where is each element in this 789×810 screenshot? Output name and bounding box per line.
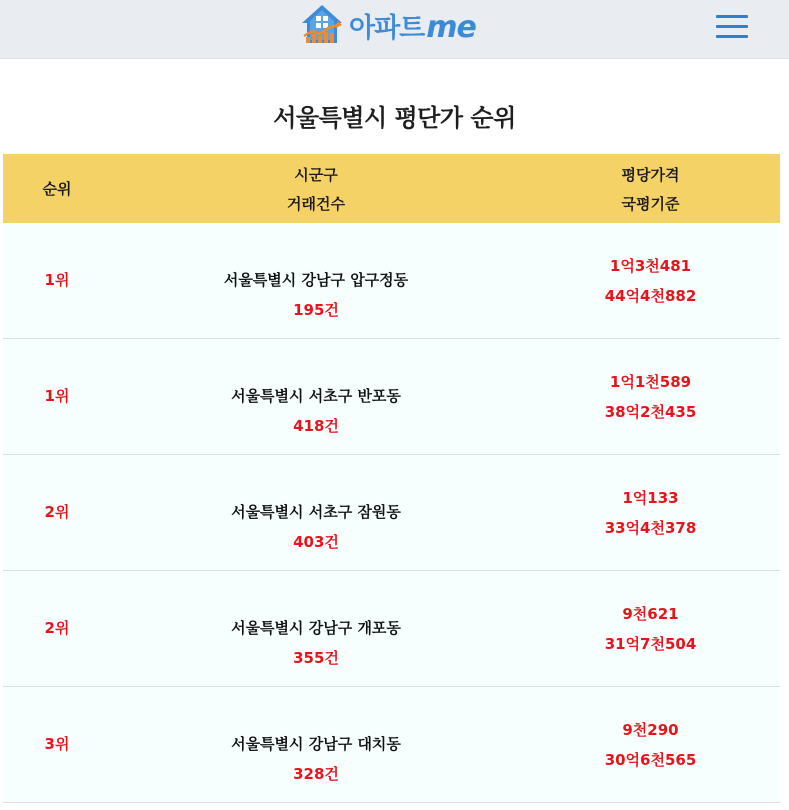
header-rank: 순위 [42, 180, 72, 198]
row-price-per-pyeong: 1억1천589 [609, 373, 692, 391]
logo-text-korean: 아파트 [349, 12, 425, 44]
row-trade-count: 328건 [293, 765, 339, 783]
table-row[interactable] [3, 455, 780, 571]
house-chart-logo-icon [298, 3, 346, 47]
row-price-standard: 33억4천378 [604, 519, 697, 537]
row-price-per-pyeong: 1억3천481 [609, 257, 692, 275]
app-header [0, 0, 789, 59]
row-price-per-pyeong: 9천290 [622, 721, 679, 739]
row-area-name: 서울특별시 강남구 개포동 [231, 619, 401, 637]
row-price-standard: 38억2천435 [604, 403, 697, 421]
logo-text-me: me [426, 9, 476, 45]
site-logo[interactable] [298, 3, 476, 47]
ranking-table [3, 154, 780, 803]
header-price-standard: 국평기준 [621, 195, 680, 213]
header-count: 거래건수 [287, 195, 345, 213]
table-header [3, 154, 780, 223]
logo-wordmark [349, 6, 476, 45]
header-area: 시군구 [294, 166, 338, 184]
row-price-standard: 44억4천882 [604, 287, 697, 305]
row-rank: 2위 [44, 503, 70, 521]
row-price-standard: 30억6천565 [604, 751, 697, 769]
row-price-per-pyeong: 9천621 [622, 605, 679, 623]
row-area-name: 서울특별시 강남구 압구정동 [223, 271, 409, 289]
row-price-per-pyeong: 1억133 [622, 489, 679, 507]
hamburger-menu-icon[interactable] [714, 12, 750, 40]
table-row[interactable] [3, 687, 780, 803]
row-rank: 2위 [44, 619, 70, 637]
row-trade-count: 403건 [293, 533, 339, 551]
row-trade-count: 418건 [293, 417, 339, 435]
header-price: 평당가격 [621, 166, 680, 184]
table-row[interactable] [3, 223, 780, 339]
row-area-name: 서울특별시 서초구 반포동 [231, 387, 401, 405]
page-title: 서울특별시 평단가 순위 [273, 104, 516, 132]
row-rank: 1위 [44, 271, 70, 289]
row-rank: 3위 [44, 735, 70, 753]
row-area-name: 서울특별시 강남구 대치동 [231, 735, 401, 753]
table-row[interactable] [3, 339, 780, 455]
row-trade-count: 355건 [293, 649, 339, 667]
row-trade-count: 195건 [293, 301, 339, 319]
row-rank: 1위 [44, 387, 70, 405]
row-area-name: 서울특별시 서초구 잠원동 [231, 503, 401, 521]
row-price-standard: 31억7천504 [604, 635, 697, 653]
table-row[interactable] [3, 571, 780, 687]
